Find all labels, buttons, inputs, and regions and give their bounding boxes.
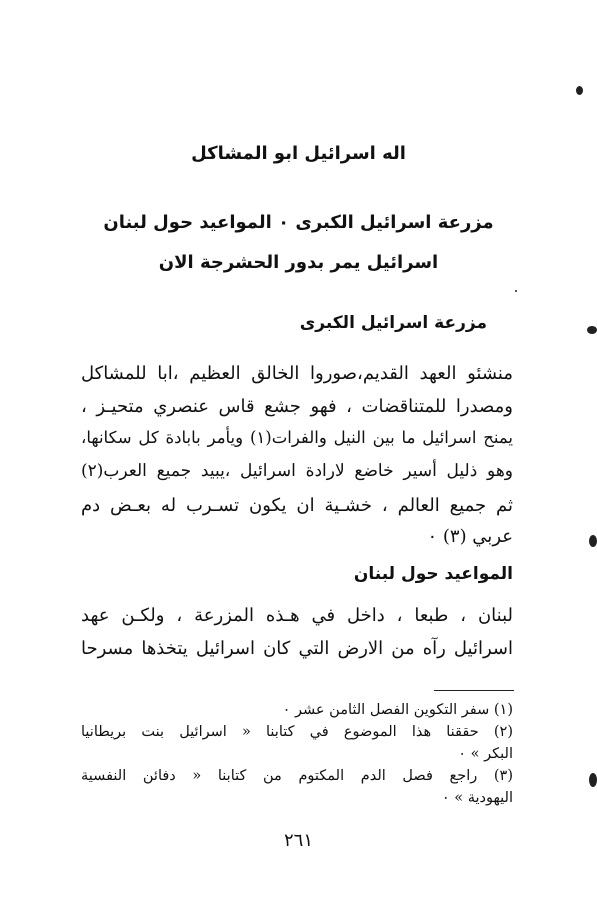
paragraph-line: اسرائيل رآه من الارض التي كان اسرائيل يتخذها مسرحا [81,638,513,659]
paragraph-line: ثم جميع العالم ، خشـية ان يكون تسـرب له بعـض دم [81,495,513,516]
scan-speck [589,535,597,547]
chapter-title: اله اسرائيل ابو المشاكل [191,143,406,164]
paragraph-line: وهو ذليل أسير خاضع لارادة اسرائيل ،يبيد جميع العرب(٢) [81,461,513,481]
footnote-line: اليهودية » ٠ [441,790,513,806]
paragraph-line: ومصدرا للمتناقضات ، فهو جشع قاس عنصري متحيـز ، [81,396,513,417]
paragraph-line: يمنح اسرائيل ما بين النيل والفرات(١) ويأمر بابادة كل سكانها، [81,428,513,447]
footnote-line: (٢) حققنا هذا الموضوع في كتابنا « اسرائيل بنت بريطانيا [81,724,513,740]
paragraph-line: منشئو العهد القديم،صوروا الخالق العظيم ،ابا للمشاكل [81,363,513,384]
footnote-line: (٣) راجع فصل الدم المكتوم من كتابنا « دفائن النفسية [81,768,513,784]
scan-speck [589,773,597,787]
chapter-subtitle-1: مزرعة اسرائيل الكبرى ٠ المواعيد حول لبنان [103,212,494,233]
footnote-line: البكر » ٠ [458,746,513,762]
chapter-subtitle-2: اسرائيل يمر بدور الحشرجة الان [158,252,439,273]
scan-speck [587,326,597,334]
scan-speck [515,290,517,292]
section-heading-2: المواعيد حول لبنان [353,564,513,584]
page-number: ٢٦١ [283,830,313,851]
footnote-separator [434,690,514,691]
footnote-line: (١) سفر التكوين الفصل الثامن عشر ٠ [282,702,513,718]
paragraph-line: لبنان ، طبعا ، داخل في هـذه المزرعة ، ولكـن عهد [81,605,513,626]
section-heading-1: مزرعة اسرائيل الكبرى [299,313,487,333]
scan-speck [576,86,583,95]
paragraph-line: عربي (٣) ٠ [427,526,513,547]
